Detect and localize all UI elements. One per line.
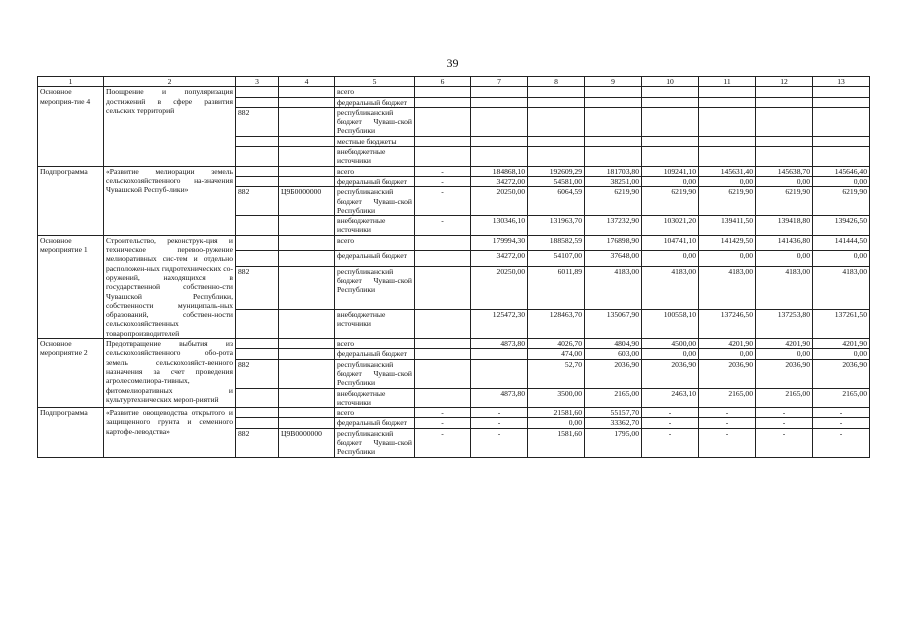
amount-cell: 21581,60: [528, 408, 585, 418]
funding-source: местные бюджеты: [335, 136, 415, 146]
amount-cell: 6219,90: [642, 187, 699, 216]
amount-cell: [528, 147, 585, 167]
budget-code: [279, 388, 335, 408]
amount-cell: [699, 87, 756, 97]
amount-cell: 145638,70: [756, 166, 813, 176]
funding-source: федеральный бюджет: [335, 251, 415, 266]
program-title: Подпрограмма: [38, 408, 104, 457]
amount-cell: 6219,90: [756, 187, 813, 216]
grbs-code: 882: [236, 428, 279, 457]
amount-cell: 109241,10: [642, 166, 699, 176]
column-number: 3: [236, 77, 279, 87]
amount-cell: 139426,50: [813, 216, 870, 236]
amount-cell: 1795,00: [585, 428, 642, 457]
budget-code: [279, 339, 335, 349]
amount-cell: [699, 136, 756, 146]
amount-cell: 54107,00: [528, 251, 585, 266]
amount-cell: [415, 339, 471, 349]
funding-source: федеральный бюджет: [335, 349, 415, 359]
amount-cell: 103021,20: [642, 216, 699, 236]
amount-cell: 20250,00: [471, 187, 528, 216]
amount-cell: [756, 136, 813, 146]
amount-cell: 3500,00: [528, 388, 585, 408]
funding-source: республиканский бюджет Чуваш-ской Республики: [335, 187, 415, 216]
grbs-code: [236, 309, 279, 338]
amount-cell: 474,00: [528, 349, 585, 359]
amount-cell: 192609,29: [528, 166, 585, 176]
amount-cell: [642, 107, 699, 136]
amount-cell: 1581,60: [528, 428, 585, 457]
amount-cell: [415, 235, 471, 250]
amount-cell: [699, 147, 756, 167]
amount-cell: [813, 147, 870, 167]
funding-source: всего: [335, 235, 415, 250]
amount-cell: -: [415, 187, 471, 216]
program-title: Основное мероприятие 2: [38, 339, 104, 408]
amount-cell: -: [415, 418, 471, 428]
amount-cell: 4873,80: [471, 339, 528, 349]
amount-cell: 6219,90: [813, 187, 870, 216]
amount-cell: 4183,00: [813, 266, 870, 309]
amount-cell: 100558,10: [642, 309, 699, 338]
amount-cell: 4183,00: [756, 266, 813, 309]
amount-cell: [813, 107, 870, 136]
amount-cell: -: [415, 428, 471, 457]
amount-cell: -: [642, 418, 699, 428]
amount-cell: 20250,00: [471, 266, 528, 309]
amount-cell: 130346,10: [471, 216, 528, 236]
amount-cell: [813, 87, 870, 97]
amount-cell: [471, 97, 528, 107]
amount-cell: [813, 136, 870, 146]
amount-cell: 137246,50: [699, 309, 756, 338]
amount-cell: [642, 97, 699, 107]
amount-cell: [415, 309, 471, 338]
amount-cell: 131963,70: [528, 216, 585, 236]
column-number: 13: [813, 77, 870, 87]
amount-cell: 6011,89: [528, 266, 585, 309]
amount-cell: 125472,30: [471, 309, 528, 338]
amount-cell: -: [471, 408, 528, 418]
column-number: 2: [104, 77, 236, 87]
amount-cell: 4026,70: [528, 339, 585, 349]
budget-code: [279, 418, 335, 428]
amount-cell: 0,00: [756, 251, 813, 266]
budget-code: Ц9В0000000: [279, 428, 335, 457]
amount-cell: -: [415, 216, 471, 236]
amount-cell: 33362,70: [585, 418, 642, 428]
amount-cell: 0,00: [528, 418, 585, 428]
amount-cell: 4201,90: [813, 339, 870, 349]
budget-code: [279, 176, 335, 186]
amount-cell: [756, 87, 813, 97]
amount-cell: 145631,40: [699, 166, 756, 176]
amount-cell: [471, 136, 528, 146]
amount-cell: [699, 97, 756, 107]
amount-cell: [642, 147, 699, 167]
amount-cell: 141429,50: [699, 235, 756, 250]
amount-cell: [471, 147, 528, 167]
table-row: [38, 235, 870, 250]
funding-source: внебюджетные источники: [335, 216, 415, 236]
grbs-code: 882: [236, 107, 279, 136]
amount-cell: [528, 87, 585, 97]
table-row: [38, 166, 870, 176]
amount-cell: -: [813, 428, 870, 457]
amount-cell: [585, 87, 642, 97]
amount-cell: -: [642, 428, 699, 457]
amount-cell: [756, 147, 813, 167]
amount-cell: 54581,00: [528, 176, 585, 186]
column-number: 6: [415, 77, 471, 87]
table-row: [38, 408, 870, 418]
table-row: [38, 339, 870, 349]
grbs-code: [236, 97, 279, 107]
amount-cell: 2165,00: [585, 388, 642, 408]
amount-cell: 179994,30: [471, 235, 528, 250]
program-title: Основное мероприя-тие 4: [38, 87, 104, 166]
funding-source: внебюджетные источники: [335, 147, 415, 167]
amount-cell: 176898,90: [585, 235, 642, 250]
amount-cell: 0,00: [642, 176, 699, 186]
budget-code: [279, 166, 335, 176]
program-title: Основное мероприятие 1: [38, 235, 104, 338]
amount-cell: [415, 266, 471, 309]
amount-cell: 141436,80: [756, 235, 813, 250]
amount-cell: 4183,00: [699, 266, 756, 309]
program-name: «Развитие овощеводства открытого и защищенного грунта и семенного картофе-леводства»: [104, 408, 236, 457]
grbs-code: 882: [236, 359, 279, 388]
column-number: 1: [38, 77, 104, 87]
table-row: [38, 87, 870, 97]
budget-code: [279, 216, 335, 236]
amount-cell: 184868,10: [471, 166, 528, 176]
grbs-code: [236, 176, 279, 186]
program-name: Предотвращение выбытия из сельскохозяйственного обо-рота земель сельскохозяйст-венного назначения за счет проведения агролесомелиора-тивных, фитомелиоративных и культуртехнических мероп-риятий: [104, 339, 236, 408]
grbs-code: [236, 339, 279, 349]
amount-cell: 6219,90: [699, 187, 756, 216]
amount-cell: 0,00: [756, 349, 813, 359]
column-number: 9: [585, 77, 642, 87]
amount-cell: 2463,10: [642, 388, 699, 408]
amount-cell: 0,00: [813, 176, 870, 186]
funding-source: федеральный бюджет: [335, 97, 415, 107]
amount-cell: [528, 97, 585, 107]
program-name: Поощрение и популяризация достижений в сфере развития сельских территорий: [104, 87, 236, 166]
amount-cell: 603,00: [585, 349, 642, 359]
amount-cell: 55157,70: [585, 408, 642, 418]
amount-cell: [471, 359, 528, 388]
program-name: Строительство, реконструк-ция и техническое перевоо-ружение мелиоративных сис-тем и отдельно расположен-ных гидротехнических со-оружений, находящихся в государственной собственно-сти Чувашской Республики, собственности муниципаль-ных образований, собствен-ности сельскохозяйственных товаропроизводителей: [104, 235, 236, 338]
amount-cell: 145646,40: [813, 166, 870, 176]
grbs-code: [236, 216, 279, 236]
amount-cell: [415, 349, 471, 359]
amount-cell: 0,00: [813, 349, 870, 359]
budget-code: [279, 251, 335, 266]
amount-cell: 37648,00: [585, 251, 642, 266]
amount-cell: 137261,50: [813, 309, 870, 338]
amount-cell: 0,00: [756, 176, 813, 186]
program-name: «Развитие мелиорации земель сельскохозяйственного на-значения Чувашской Респуб-лики»: [104, 166, 236, 235]
grbs-code: [236, 349, 279, 359]
amount-cell: [415, 359, 471, 388]
amount-cell: [642, 87, 699, 97]
funding-source: федеральный бюджет: [335, 418, 415, 428]
amount-cell: [471, 87, 528, 97]
grbs-code: [236, 166, 279, 176]
amount-cell: 34272,00: [471, 251, 528, 266]
amount-cell: [642, 136, 699, 146]
funding-source: республиканский бюджет Чуваш-ской Республики: [335, 266, 415, 309]
budget-code: [279, 235, 335, 250]
amount-cell: -: [756, 428, 813, 457]
grbs-code: [236, 147, 279, 167]
amount-cell: 135067,90: [585, 309, 642, 338]
amount-cell: [585, 107, 642, 136]
budget-table: [37, 76, 870, 458]
column-number: 11: [699, 77, 756, 87]
grbs-code: 882: [236, 266, 279, 309]
amount-cell: 52,70: [528, 359, 585, 388]
amount-cell: -: [699, 408, 756, 418]
budget-code: [279, 87, 335, 97]
budget-code: [279, 136, 335, 146]
funding-source: внебюджетные источники: [335, 309, 415, 338]
amount-cell: 141444,50: [813, 235, 870, 250]
amount-cell: -: [813, 418, 870, 428]
amount-cell: 4201,90: [756, 339, 813, 349]
funding-source: республиканский бюджет Чуваш-ской Республики: [335, 107, 415, 136]
grbs-code: [236, 235, 279, 250]
amount-cell: 2036,90: [699, 359, 756, 388]
amount-cell: -: [415, 176, 471, 186]
amount-cell: -: [642, 408, 699, 418]
amount-cell: 104741,10: [642, 235, 699, 250]
amount-cell: 188582,59: [528, 235, 585, 250]
grbs-code: [236, 87, 279, 97]
amount-cell: 2165,00: [699, 388, 756, 408]
column-number: 10: [642, 77, 699, 87]
budget-code: [279, 359, 335, 388]
amount-cell: -: [699, 428, 756, 457]
program-title: Подпрограмма: [38, 166, 104, 235]
budget-code: [279, 266, 335, 309]
amount-cell: [415, 87, 471, 97]
amount-cell: 128463,70: [528, 309, 585, 338]
amount-cell: 0,00: [642, 251, 699, 266]
amount-cell: [415, 147, 471, 167]
amount-cell: [585, 136, 642, 146]
grbs-code: [236, 388, 279, 408]
grbs-code: [236, 408, 279, 418]
funding-source: республиканский бюджет Чуваш-ской Республики: [335, 359, 415, 388]
amount-cell: -: [756, 418, 813, 428]
amount-cell: 4500,00: [642, 339, 699, 349]
budget-code: [279, 97, 335, 107]
amount-cell: 137232,90: [585, 216, 642, 236]
funding-source: всего: [335, 339, 415, 349]
grbs-code: 882: [236, 187, 279, 216]
amount-cell: [415, 136, 471, 146]
amount-cell: 2165,00: [756, 388, 813, 408]
amount-cell: [415, 107, 471, 136]
amount-cell: -: [756, 408, 813, 418]
amount-cell: 2165,00: [813, 388, 870, 408]
amount-cell: 2036,90: [756, 359, 813, 388]
amount-cell: [471, 107, 528, 136]
amount-cell: [471, 349, 528, 359]
amount-cell: -: [813, 408, 870, 418]
amount-cell: 6219,90: [585, 187, 642, 216]
amount-cell: -: [471, 428, 528, 457]
amount-cell: -: [415, 166, 471, 176]
amount-cell: 2036,90: [813, 359, 870, 388]
column-number: 8: [528, 77, 585, 87]
amount-cell: [415, 388, 471, 408]
budget-code: [279, 147, 335, 167]
amount-cell: [699, 107, 756, 136]
amount-cell: [585, 97, 642, 107]
amount-cell: 0,00: [642, 349, 699, 359]
column-number: 7: [471, 77, 528, 87]
budget-code: [279, 408, 335, 418]
page-number: 39: [446, 56, 459, 70]
amount-cell: 2036,90: [585, 359, 642, 388]
funding-source: всего: [335, 166, 415, 176]
budget-code: [279, 349, 335, 359]
grbs-code: [236, 251, 279, 266]
column-number: 4: [279, 77, 335, 87]
amount-cell: [528, 136, 585, 146]
header-row: [38, 77, 870, 87]
funding-source: федеральный бюджет: [335, 176, 415, 186]
funding-source: внебюджетные источники: [335, 388, 415, 408]
amount-cell: [415, 251, 471, 266]
amount-cell: 181703,80: [585, 166, 642, 176]
amount-cell: -: [471, 418, 528, 428]
amount-cell: 139411,50: [699, 216, 756, 236]
amount-cell: 0,00: [699, 251, 756, 266]
amount-cell: [585, 147, 642, 167]
amount-cell: 0,00: [813, 251, 870, 266]
amount-cell: 38251,00: [585, 176, 642, 186]
amount-cell: 4183,00: [585, 266, 642, 309]
budget-code: [279, 107, 335, 136]
amount-cell: 4873,80: [471, 388, 528, 408]
funding-source: республиканский бюджет Чуваш-ской Республики: [335, 428, 415, 457]
amount-cell: 6064,59: [528, 187, 585, 216]
funding-source: всего: [335, 87, 415, 97]
grbs-code: [236, 136, 279, 146]
amount-cell: 0,00: [699, 349, 756, 359]
column-number: 12: [756, 77, 813, 87]
funding-source: всего: [335, 408, 415, 418]
amount-cell: 2036,90: [642, 359, 699, 388]
amount-cell: 4201,90: [699, 339, 756, 349]
amount-cell: 0,00: [699, 176, 756, 186]
amount-cell: [756, 107, 813, 136]
amount-cell: [813, 97, 870, 107]
amount-cell: [756, 97, 813, 107]
amount-cell: 34272,00: [471, 176, 528, 186]
amount-cell: 137253,80: [756, 309, 813, 338]
amount-cell: 4804,90: [585, 339, 642, 349]
amount-cell: [415, 97, 471, 107]
budget-code: [279, 309, 335, 338]
amount-cell: 139418,80: [756, 216, 813, 236]
amount-cell: -: [699, 418, 756, 428]
amount-cell: -: [415, 408, 471, 418]
column-number: 5: [335, 77, 415, 87]
amount-cell: 4183,00: [642, 266, 699, 309]
budget-code: Ц9Б0000000: [279, 187, 335, 216]
amount-cell: [528, 107, 585, 136]
grbs-code: [236, 418, 279, 428]
